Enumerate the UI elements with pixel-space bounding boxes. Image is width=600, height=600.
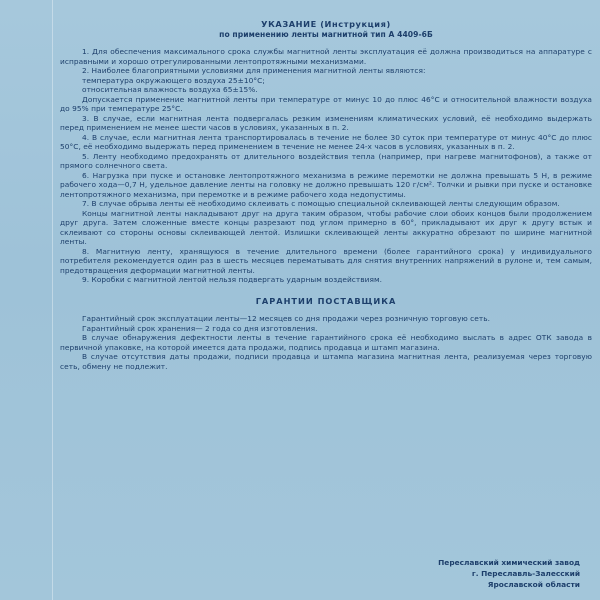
signature-line: г. Переславль-Залесский xyxy=(471,569,580,578)
instruction-paragraph: Концы магнитной ленты накладывают друг на друга таким образом, чтобы рабочие слои обоих концов были продолжением друг друга. Затем сложенные вместе концы разрезают под углом примерно в 60°, прикладывают их друг к другу встык и склеивают со стороны основы склеивающей лентой. Излишки склеивающей ленты аккуратно обрезают по ширине магнитной ленты. xyxy=(60,208,592,246)
instruction-paragraph: 1. Для обеспечения максимального срока службы магнитной ленты эксплуатация её должна производиться на аппаратуре с исправными и хорошо отрегулированными лентопротяжными механизмами. xyxy=(60,47,592,66)
instruction-paragraph: относительная влажность воздуха 65±15%. xyxy=(82,85,258,94)
document-title: УКАЗАНИЕ (Инструкция) xyxy=(261,19,391,29)
warranty-section-title: ГАРАНТИИ ПОСТАВЩИКА xyxy=(255,295,397,306)
warranty-paragraph: В случае отсутствия даты продажи, подписи продавца и штампа магазина магнитная лента, реализуемая через торговую сеть, обмену не подлежит. xyxy=(60,352,592,371)
signature-line: Ярославской области xyxy=(487,580,580,589)
instruction-paragraph: Допускается применение магнитной ленты при температуре от минус 10 до плюс 46°С и относительной влажности воздуха до 95% при температуре 25°С. xyxy=(60,94,592,113)
instruction-paragraph: 2. Наиболее благоприятными условиями для применения магнитной ленты являются: xyxy=(82,66,426,75)
manufacturer-signature xyxy=(438,557,580,590)
instruction-paragraph: 3. В случае, если магнитная лента подвергалась резким изменениям климатических условий, её необходимо выдержать перед применением не менее шести часов в условиях, указанных в п. 2. xyxy=(60,113,592,132)
instruction-paragraph: 7. В случае обрыва ленты её необходимо склеивать с помощью специальной склеивающей ленты следующим образом. xyxy=(82,199,560,208)
warranty-paragraph: Гарантийный срок хранения— 2 года со дня изготовления. xyxy=(82,323,318,333)
instruction-paragraph: 5. Ленту необходимо предохранять от длительного воздействия тепла (например, при нагреве магнитофонов), а также от прямого солнечного света. xyxy=(60,151,592,170)
instruction-paragraph: 6. Нагрузка при пуске и остановке лентопротяжного механизма в режиме перемотки не должна превышать 5 Н, в режиме рабочего хода—0,7 Н, удельное давление ленты на головку не должно превышать 120 г/см². Толчки и рывки при пуске и остановке лентопротяжного механизма, при перемотке и в режиме рабочего хода недопустимы. xyxy=(60,170,592,199)
instruction-paragraph: температура окружающего воздуха 25±10°С; xyxy=(82,75,265,85)
instruction-paragraph: 8. Магнитную ленту, хранящуюся в течение длительного времени (более гарантийного срока) у индивидуального потребителя рекомендуется один раз в шесть месяцев перематывать для снятия внутренних напряжений в рулоне и, тем самым, предотвращения деформации магнитной ленты. xyxy=(60,246,592,275)
paper-fold-line xyxy=(52,0,53,600)
instruction-paragraph: 9. Коробки с магнитной лентой нельзя подвергать ударным воздействиям. xyxy=(82,275,383,284)
document-subtitle: по применению ленты магнитной тип А 4409-6Б xyxy=(219,29,433,39)
warranty-paragraph: Гарантийный срок эксплуатации ленты—12 месяцев со дня продажи через розничную торговую сеть. xyxy=(82,314,491,323)
instruction-document xyxy=(60,12,592,371)
signature-line: Переславский химический завод xyxy=(438,558,580,567)
instruction-paragraph: 4. В случае, если магнитная лента транспортировалась в течение не более 30 суток при температуре от минус 40°С до плюс 50°С, её необходимо выдержать перед применением в течение не менее 24-х часов в условиях, указанных в п. 2. xyxy=(60,132,592,151)
warranty-paragraph: В случае обнаружения дефектности ленты в течение гарантийного срока её необходимо выслать в адрес ОТК завода в первичной упаковке, на которой имеется дата продажи, подпись продавца и штамп магазина. xyxy=(60,333,592,352)
